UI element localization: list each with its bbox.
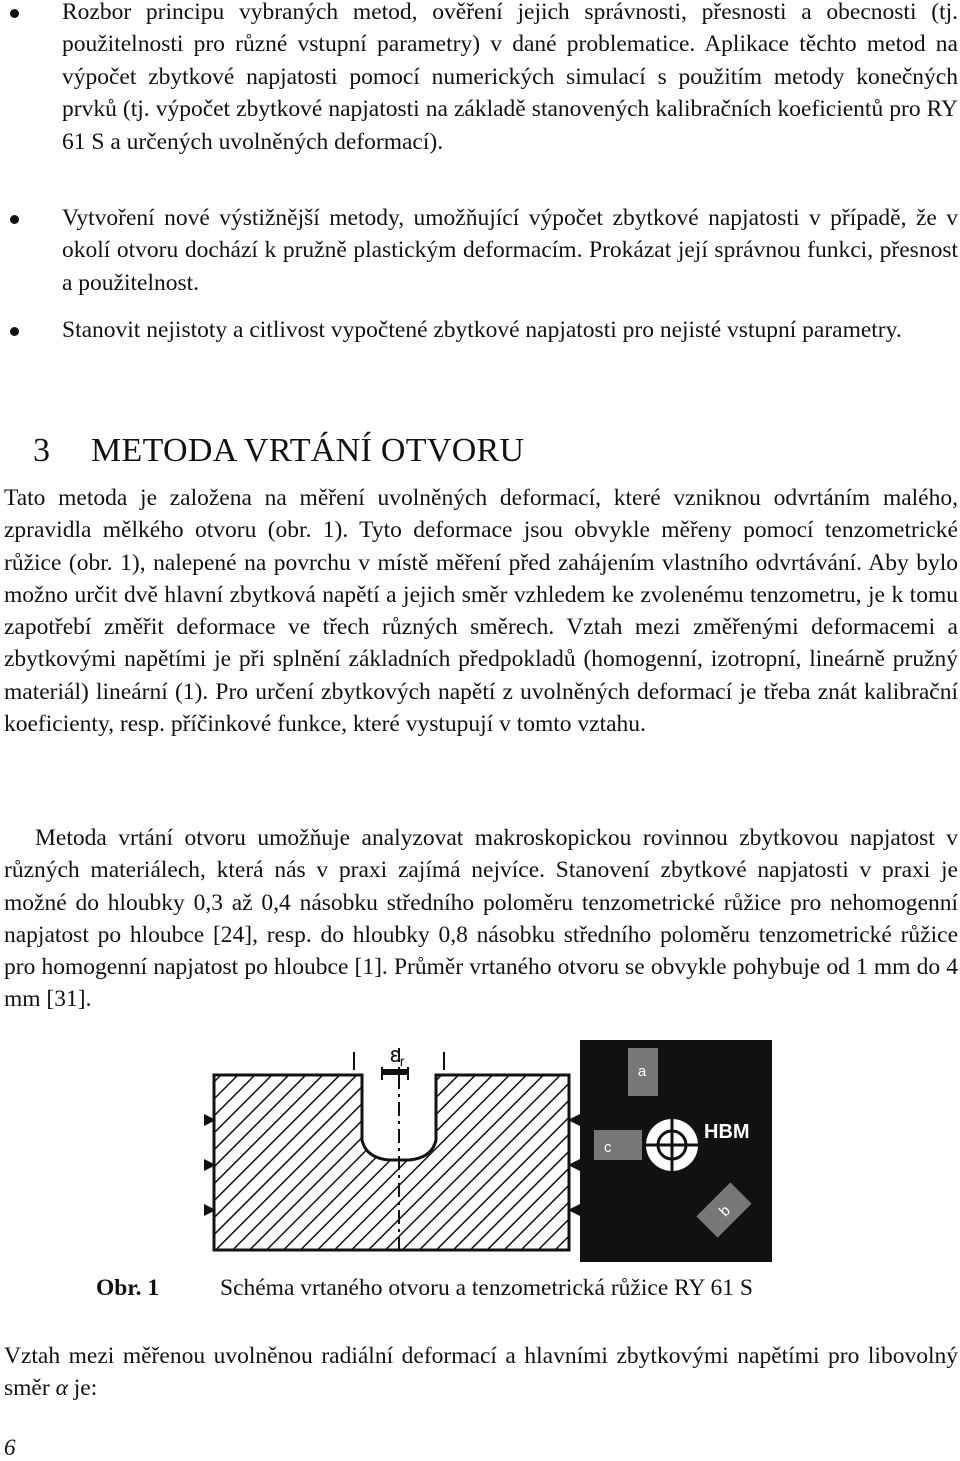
- bullet-text: Stanovit nejistoty a citlivost vypočtené zbytkové napjatosti pro nejisté vstupní parametry.: [62, 317, 902, 343]
- section-title: METODA VRTÁNÍ OTVORU: [91, 432, 525, 469]
- section-number: 3: [33, 432, 51, 469]
- closing-text: Vztah mezi měřenou uvolněnou radiální deformací a hlavními zbytkovými napětími pro libovolný směr: [4, 1343, 958, 1402]
- grid-c-label: c: [604, 1139, 612, 1156]
- bullet-icon: [10, 215, 19, 224]
- paragraph-applicability: Metoda vrtání otvoru umožňuje analyzovat makroskopickou rovinnou zbytkovou napjatost v různých materiálech, která nás v praxi zajímá nejvíce. Stanovení zbytkové napjatosti v praxi je možné do hloubky 0,3 až 0,4 násobku středního poloměru tenzometrické růžice pro nehomogenní napjatost po hloubce [24], resp. do hloubky 0,8 násobku středního poloměru tenzometrické růžice pro homogenní napjatost po hloubce [1]. Průměr vrtaného otvoru se obvykle pohybuje od 1 mm do 4 mm [31].: [4, 825, 958, 1013]
- paragraph-method: Tato metoda je založena na měření uvolněných deformací, které vzniknou odvrtáním malého, zpravidla mělkého otvoru (obr. 1). Tyto deformace jsou obvykle měřeny pomocí tenzometrické růžice (obr. 1), nalepené na povrchu v místě měření před zahájením vlastního odvrtávání. Aby bylo možno určit dvě hlavní zbytková napětí a jejich směr vzhledem ke zvolenému tenzometru, je k tomu zapotřebí změřit deformace ve třech různých směrech. Vztah mezi změřenými deformacemi a zbytkovými napětími je při splnění základních předpokladů (homogenní, izotropní, lineárně pružný materiál) lineární (1). Pro určení zbytkových napětí z uvolněných deformací je třeba znát kalibrační koeficienty, resp. příčinkové funkce, které vystupují v tomto vztahu.: [4, 485, 958, 738]
- caption-text: Schéma vrtaného otvoru a tenzometrická růžice RY 61 S: [220, 1275, 753, 1301]
- rosette-brand: HBM: [704, 1121, 750, 1143]
- bullet-text: Vytvoření nové výstižnější metody, umožňující výpočet zbytkové napjatosti v případě, že v okolí otvoru dochází k pružně plastickým deformacím. Prokázat její správnou funkci, přesnost a použitelnost.: [62, 205, 958, 296]
- bullet-icon: [10, 9, 19, 18]
- strain-label: εr: [390, 1042, 405, 1069]
- bullet-icon: [10, 327, 19, 336]
- page-number: 6: [4, 1435, 16, 1460]
- closing-suffix: je:: [67, 1375, 98, 1402]
- grid-b-label: b: [716, 1202, 735, 1221]
- paragraph-closing: [4, 1340, 958, 1405]
- drilled-hole-section: [206, 1042, 579, 1255]
- grid-a-label: a: [637, 1063, 647, 1080]
- strain-gauge-rosette: [580, 1040, 772, 1262]
- alpha-symbol: α: [55, 1375, 68, 1402]
- figure-1: [204, 1040, 774, 1265]
- caption-label: Obr. 1: [96, 1275, 160, 1301]
- bullet-text: Rozbor principu vybraných metod, ověření jejich správnosti, přesnosti a obecnosti (tj. použitelnosti pro různé vstupní parametry) v dané problematice. Aplikace těchto metod na výpočet zbytkové napjatosti pomocí numerických simulací s použitím metody konečných prvků (tj. výpočet zbytkové napjatosti na základě stanovených kalibračních koeficientů pro RY 61 S a určených uvolněných deformací).: [62, 0, 958, 155]
- figure-caption: [0, 1275, 960, 1307]
- hole-drilling-figure: [204, 1040, 774, 1265]
- section-heading: [33, 432, 524, 470]
